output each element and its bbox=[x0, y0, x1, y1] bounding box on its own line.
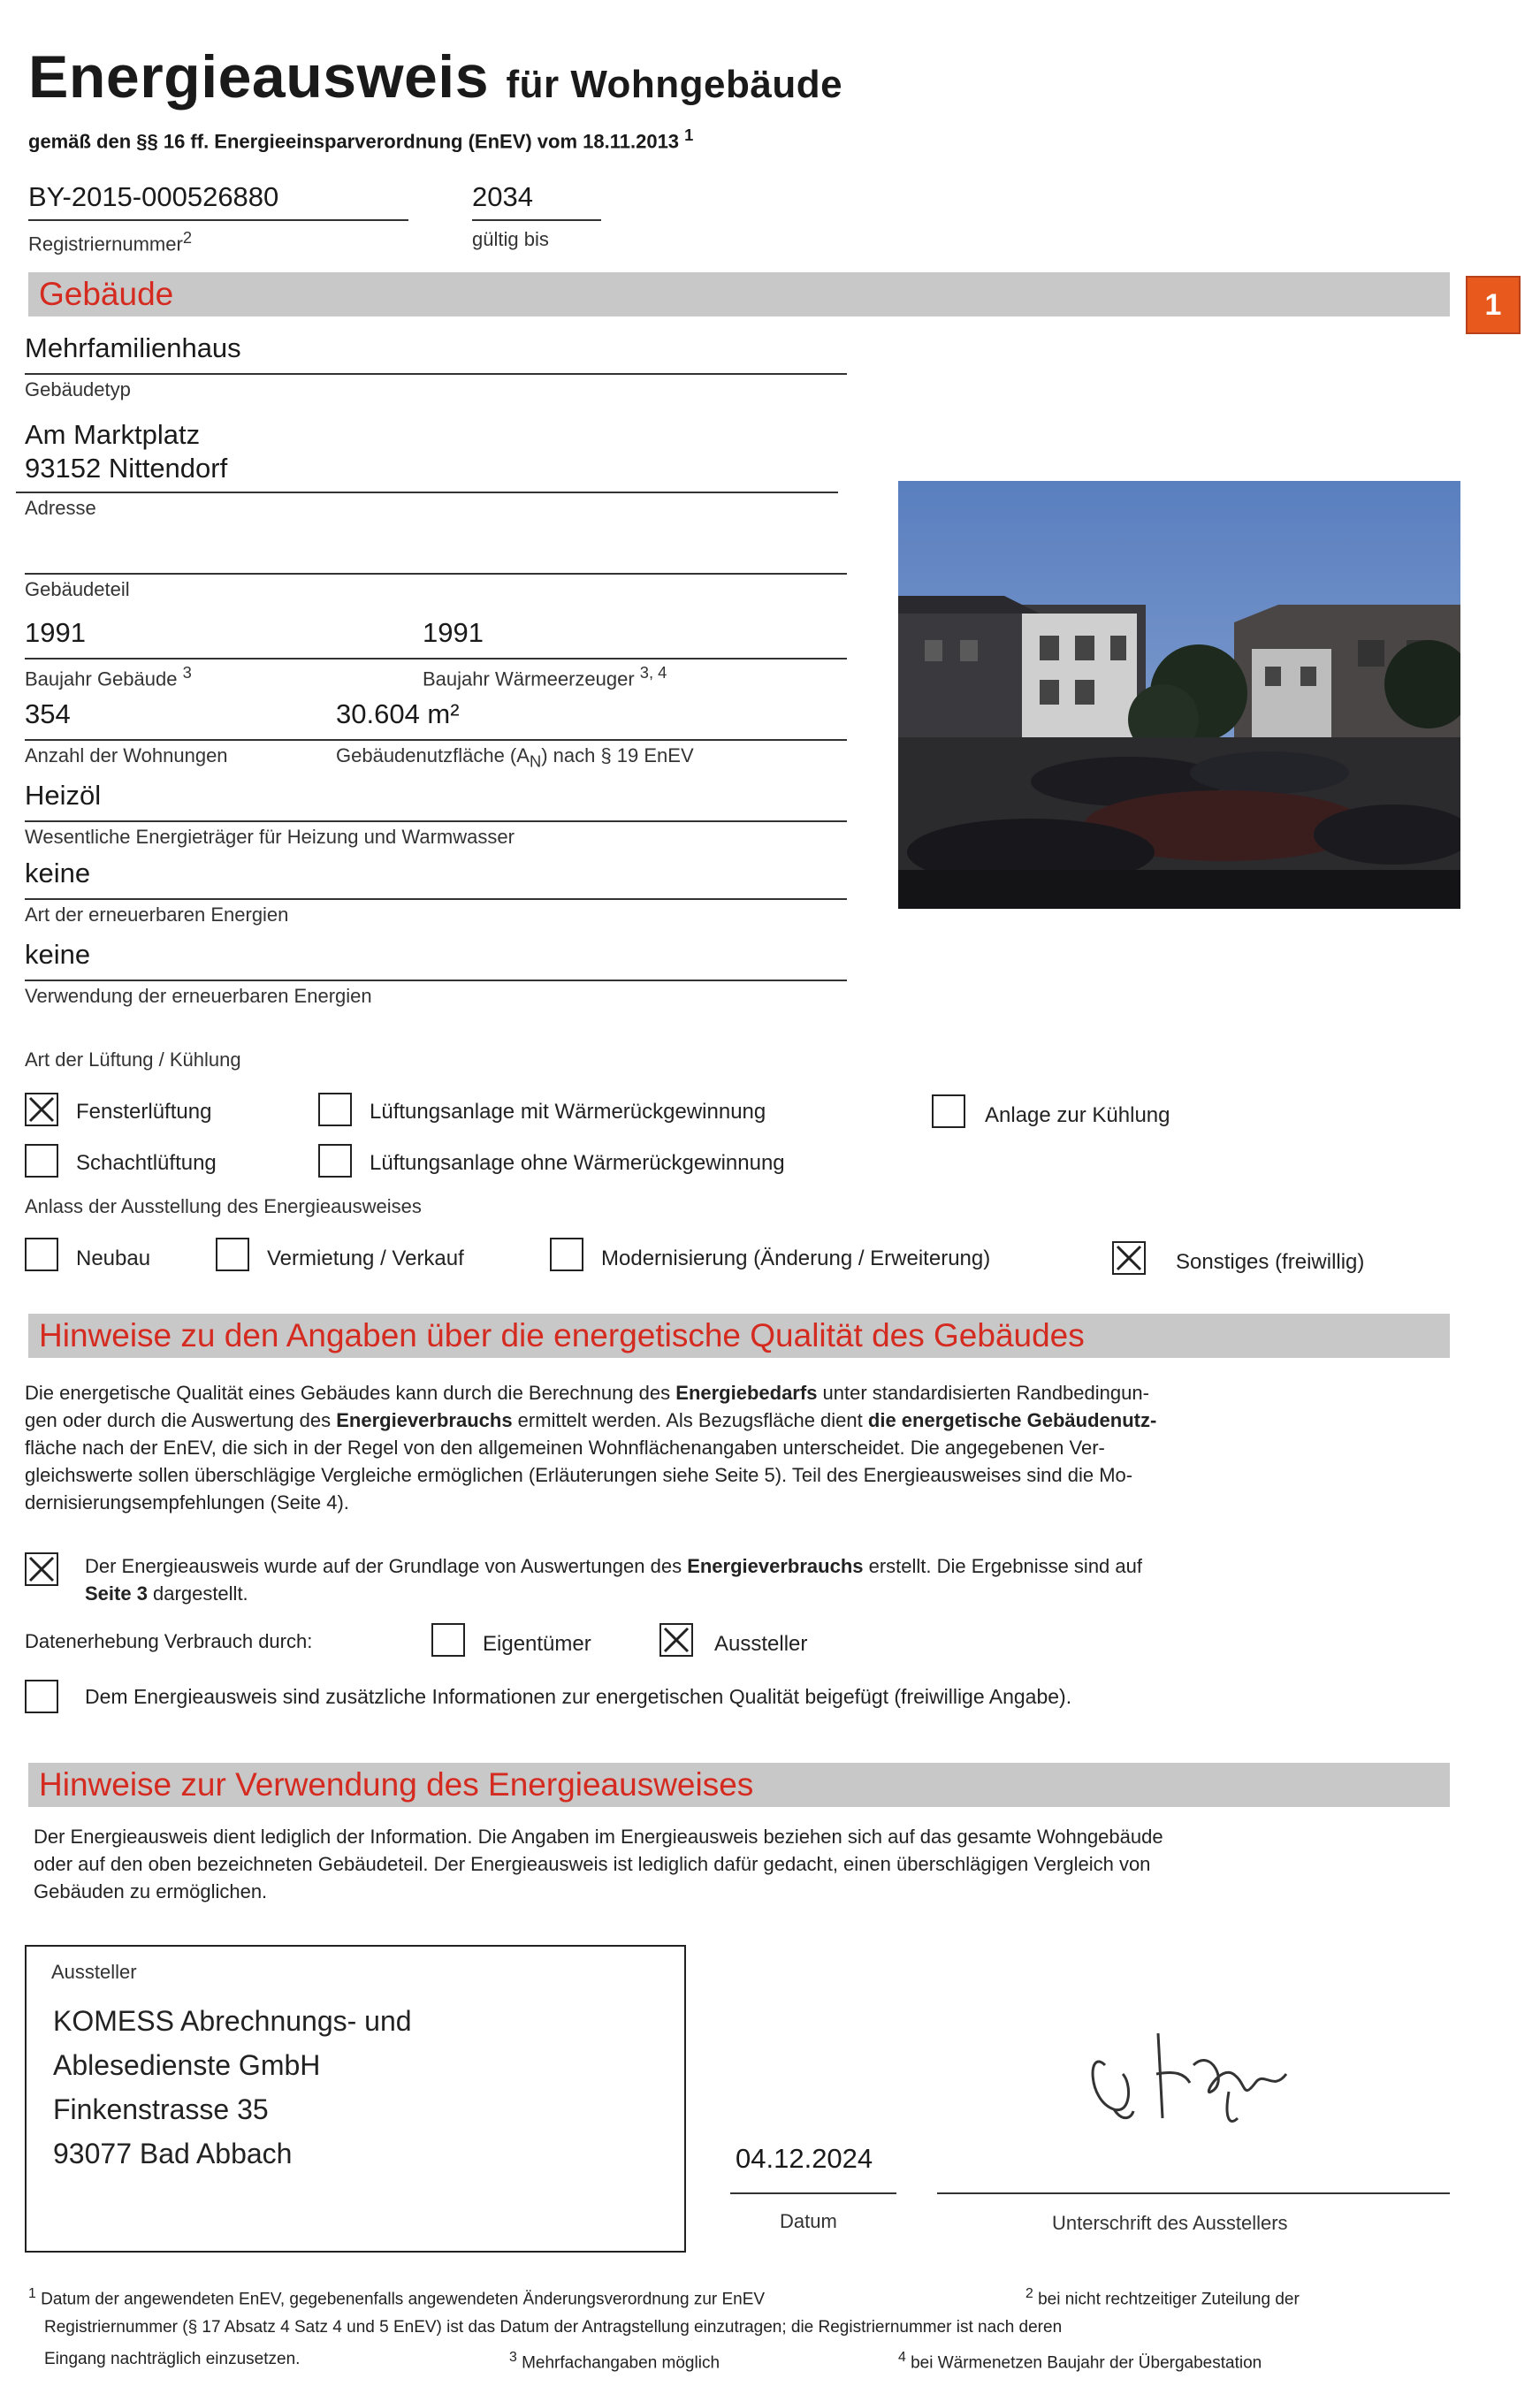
new-build-label: Neubau bbox=[76, 1247, 151, 1270]
footnote-4: $^4$ bei Wärmenetzen Baujahr der Übergabestation bbox=[898, 2350, 1262, 2373]
ventilation-without-recovery-label: Lüftungsanlage ohne Wärmerückgewinnung bbox=[370, 1151, 785, 1175]
page-number-badge: 1 bbox=[1466, 276, 1521, 334]
checkbox-ventilation-with-recovery[interactable] bbox=[318, 1093, 352, 1126]
divider bbox=[28, 219, 408, 221]
issuer-label: Aussteller bbox=[51, 1961, 137, 1983]
divider bbox=[25, 373, 847, 375]
date-label: Datum bbox=[780, 2210, 837, 2232]
x-check-icon bbox=[27, 1554, 57, 1584]
issuer-line: Finkenstrasse 35 bbox=[53, 2093, 269, 2125]
x-check-icon bbox=[661, 1625, 691, 1655]
footnote-2-continued: Eingang nachträglich einzusetzen. bbox=[44, 2350, 301, 2368]
usable-area: 30.604 m² bbox=[336, 698, 460, 729]
apartment-count: 354 bbox=[25, 698, 71, 729]
ventilation-label: Art der Lüftung / Kühlung bbox=[25, 1048, 241, 1071]
divider bbox=[730, 2192, 896, 2194]
divider bbox=[25, 898, 847, 900]
owner-label: Eigentümer bbox=[483, 1632, 591, 1656]
year-heater: 1991 bbox=[423, 617, 484, 648]
quality-paragraph: Die energetische Qualität eines Gebäudes kann durch die Berechnung des Energiebedarfs unter standardisierten Randbedingun- gen oder durch die Auswertung des Energieverbrauchs ermittelt werden. Als Bezugsfläche dient die energetische Gebäudenutz- fläche nach der EnEV, die sich in der Regel von den allgemeinen Wohnflächenangaben unterscheidet. Die angegebenen Ver- gleichswerte sollen überschlägige Vergleiche ermöglichen (Erläuterungen siehe Seite 5). Teil des Energieausweises sind die Mo- dernisierungsempfehlungen (Seite 4). bbox=[25, 1382, 1157, 1513]
divider bbox=[16, 492, 838, 493]
other-label: Sonstiges (freiwillig) bbox=[1176, 1250, 1365, 1274]
footnote-2-continued: Registriernummer (§ 17 Absatz 4 Satz 4 und 5 EnEV) ist das Datum der Antragstellung einzutragen; die Registriernummer ist nach deren bbox=[44, 2318, 1063, 2337]
building-part-label: Gebäudeteil bbox=[25, 578, 130, 600]
footnote-2: $^2$ bei nicht rechtzeitiger Zuteilung der bbox=[1025, 2286, 1300, 2309]
document-title-suffix: für Wohngebäude bbox=[506, 63, 843, 106]
divider bbox=[25, 739, 847, 741]
checkbox-modernization[interactable] bbox=[550, 1238, 583, 1271]
year-built-label: Baujahr Gebäude $^3$ bbox=[25, 663, 192, 690]
address-line-2: 93152 Nittendorf bbox=[25, 453, 228, 484]
divider bbox=[25, 980, 847, 981]
valid-until: 2034 bbox=[472, 181, 533, 212]
signature bbox=[1079, 2012, 1308, 2140]
year-built: 1991 bbox=[25, 617, 86, 648]
checkbox-cooling[interactable] bbox=[932, 1094, 965, 1128]
usage-paragraph: Der Energieausweis dient lediglich der Information. Die Angaben im Energieausweis beziehen sich auf das gesamte Wohngebäude oder auf den oben bezeichneten Gebäudeteil. Der Energieausweis ist lediglich dafür gedacht, einen überschlägigen Vergleich von Gebäuden zu ermöglichen. bbox=[34, 1826, 1163, 1902]
checkbox-shaft-ventilation[interactable] bbox=[25, 1144, 58, 1178]
data-collection-label: Datenerhebung Verbrauch durch: bbox=[25, 1630, 313, 1652]
issuer-line: 93077 Bad Abbach bbox=[53, 2138, 293, 2169]
signature-label: Unterschrift des Ausstellers bbox=[1052, 2212, 1288, 2234]
renewable-type-label: Art der erneuerbaren Energien bbox=[25, 903, 289, 926]
divider bbox=[25, 658, 847, 659]
divider bbox=[472, 219, 601, 221]
divider bbox=[25, 820, 847, 822]
checkbox-issuer[interactable] bbox=[659, 1623, 693, 1657]
divider bbox=[25, 573, 847, 575]
energy-carrier-label: Wesentliche Energieträger für Heizung und Warmwasser bbox=[25, 826, 515, 848]
valid-until-label: gültig bis bbox=[472, 228, 549, 250]
section-bar-usage bbox=[28, 1763, 1450, 1807]
section-bar-building bbox=[28, 272, 1450, 316]
checkbox-additional-info[interactable] bbox=[25, 1680, 58, 1713]
checkbox-new-build[interactable] bbox=[25, 1238, 58, 1271]
checkbox-window-ventilation[interactable] bbox=[25, 1093, 58, 1126]
building-type: Mehrfamilienhaus bbox=[25, 332, 241, 363]
modernization-label: Modernisierung (Änderung / Erweiterung) bbox=[601, 1247, 991, 1270]
issuer-line: Ablesedienste GmbH bbox=[53, 2049, 321, 2081]
address-label: Adresse bbox=[25, 497, 96, 519]
reason-label: Anlass der Ausstellung des Energieausweises bbox=[25, 1195, 422, 1217]
document-title: Energieausweis für Wohngebäude bbox=[28, 43, 843, 111]
cooling-label: Anlage zur Kühlung bbox=[985, 1103, 1170, 1127]
footnote-ref: 1 bbox=[684, 126, 694, 144]
issuer-box bbox=[25, 1945, 686, 2253]
window-ventilation-label: Fensterlüftung bbox=[76, 1100, 212, 1124]
x-check-icon bbox=[1114, 1243, 1144, 1273]
address-line-1: Am Marktplatz bbox=[25, 419, 201, 450]
section-title-usage: Hinweise zur Verwendung des Energieausweises bbox=[39, 1766, 754, 1803]
document-subtitle: gemäß den §§ 16 ff. Energieeinsparverordnung (EnEV) vom 18.11.2013 $^1$ bbox=[28, 126, 694, 153]
footnote-3: $^3$ Mehrfachangaben möglich bbox=[509, 2350, 720, 2373]
section-title-quality: Hinweise zu den Angaben über die energetische Qualität des Gebäudes bbox=[39, 1317, 1085, 1353]
section-title-building: Gebäude bbox=[39, 276, 174, 312]
x-check-icon bbox=[27, 1094, 57, 1125]
additional-info-label: Dem Energieausweis sind zusätzliche Informationen zur energetischen Qualität beigefügt (freiwillige Angabe). bbox=[85, 1685, 1072, 1708]
divider bbox=[937, 2192, 1450, 2194]
renewable-use: keine bbox=[25, 939, 91, 970]
issue-date: 04.12.2024 bbox=[736, 2143, 873, 2174]
section-bar-quality bbox=[28, 1314, 1450, 1358]
checkbox-consumption-basis[interactable] bbox=[25, 1552, 58, 1586]
ventilation-with-recovery-label: Lüftungsanlage mit Wärmerückgewinnung bbox=[370, 1100, 766, 1124]
checkbox-other[interactable] bbox=[1112, 1241, 1146, 1275]
issuer-line: KOMESS Abrechnungs- und bbox=[53, 2005, 412, 2037]
usable-area-label: Gebäudenutzfläche $(A_N)$ nach § 19 EnEV bbox=[336, 744, 694, 771]
renewable-type: keine bbox=[25, 858, 91, 888]
registry-number-label: Registriernummer$^2$ bbox=[28, 228, 193, 255]
rent-sale-label: Vermietung / Verkauf bbox=[267, 1247, 464, 1270]
renewable-use-label: Verwendung der erneuerbaren Energien bbox=[25, 985, 372, 1007]
checkbox-ventilation-without-recovery[interactable] bbox=[318, 1144, 352, 1178]
apartment-count-label: Anzahl der Wohnungen bbox=[25, 744, 228, 766]
building-photo bbox=[898, 481, 1460, 909]
building-type-label: Gebäudetyp bbox=[25, 378, 131, 400]
year-heater-label: Baujahr Wärmeerzeuger $^{3, 4}$ bbox=[423, 663, 667, 690]
footnote-1: $^1$ Datum der angewendeten EnEV, gegebenenfalls angewendeten Änderungsverordnung zur EnEV bbox=[28, 2286, 766, 2309]
checkbox-owner[interactable] bbox=[431, 1623, 465, 1657]
issuer-checkbox-label: Aussteller bbox=[714, 1632, 808, 1656]
registry-number: BY-2015-000526880 bbox=[28, 181, 279, 212]
consumption-basis-text: Der Energieausweis wurde auf der Grundlage von Auswertungen des Energieverbrauchs erstellt. Die Ergebnisse sind auf Seite 3 dargestellt. bbox=[85, 1555, 1142, 1605]
checkbox-rent-sale[interactable] bbox=[216, 1238, 249, 1271]
shaft-ventilation-label: Schachtlüftung bbox=[76, 1151, 217, 1175]
energy-carrier: Heizöl bbox=[25, 780, 102, 811]
